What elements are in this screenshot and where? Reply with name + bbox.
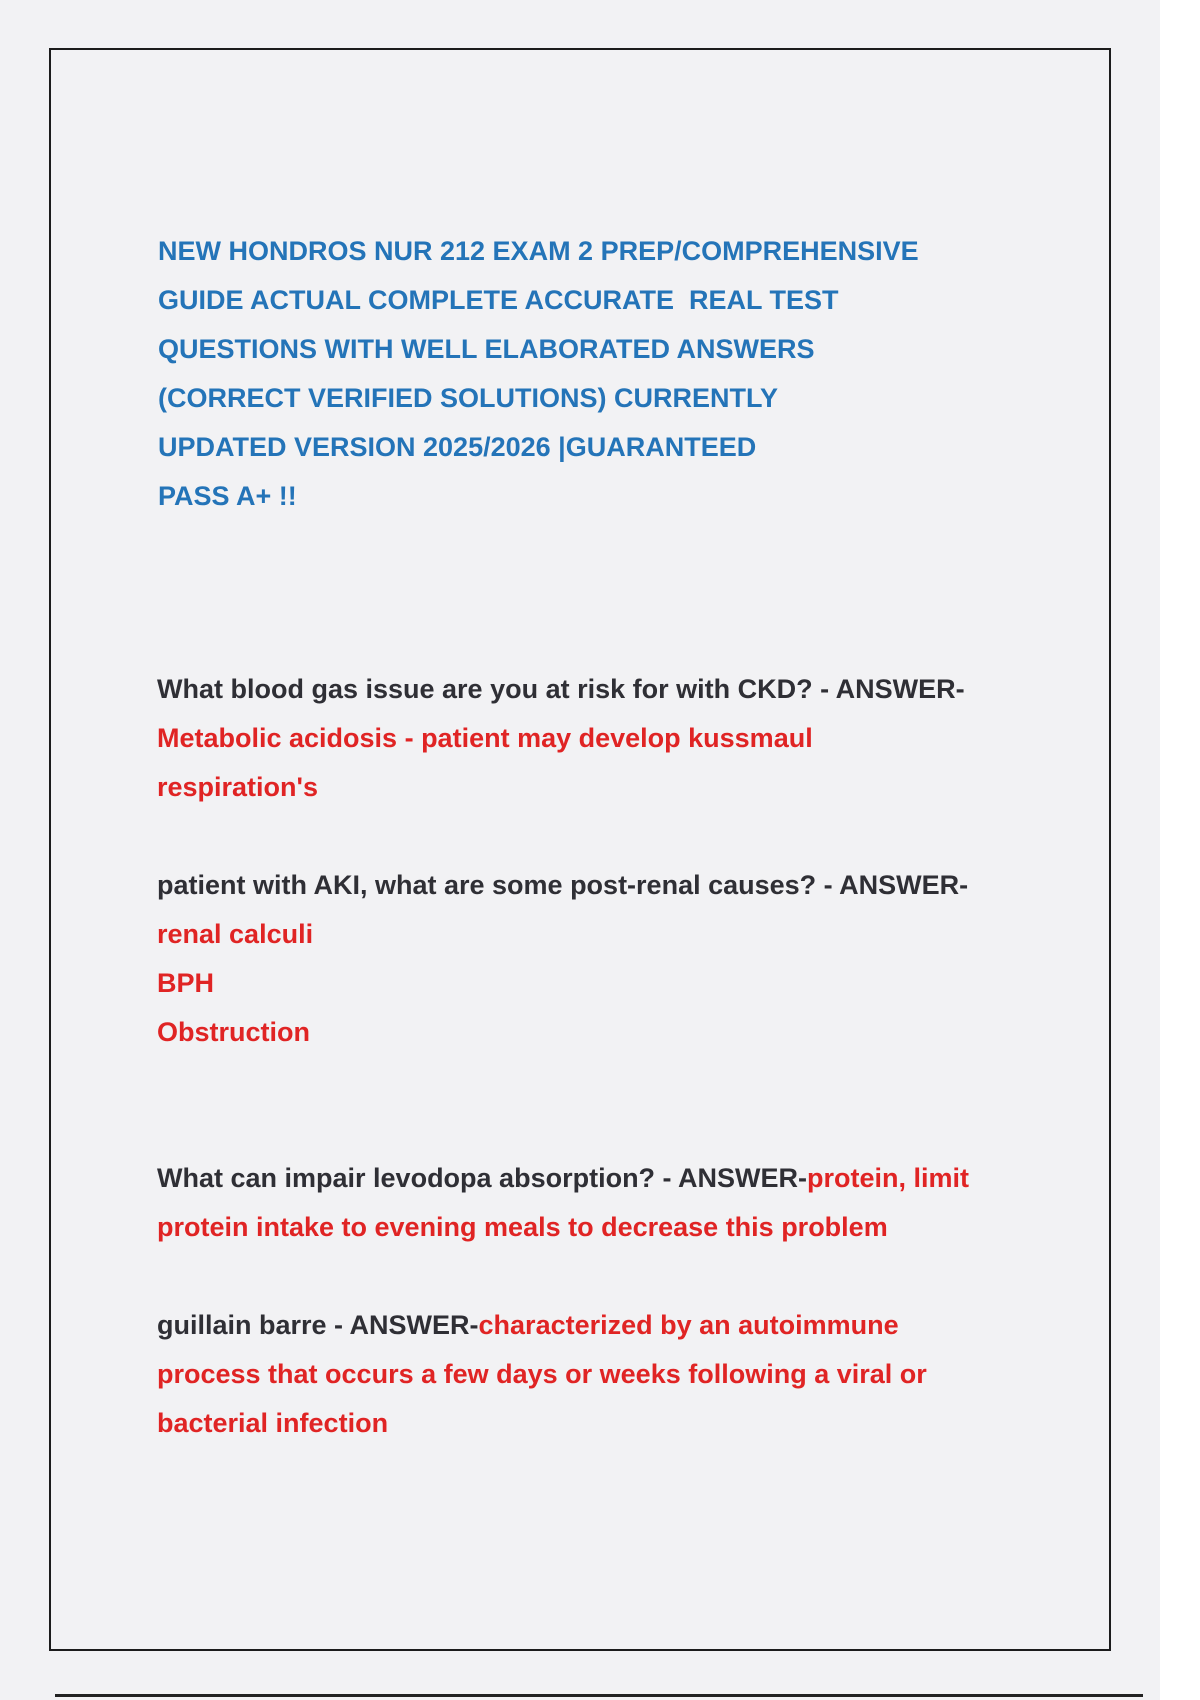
- title-line: UPDATED VERSION 2025/2026 |GUARANTEED: [158, 432, 757, 462]
- qa-item: [157, 665, 1057, 812]
- answer-text: Metabolic acidosis - patient may develop kussmaul: [157, 723, 813, 753]
- qa-item: [157, 1301, 1057, 1448]
- title-line: (CORRECT VERIFIED SOLUTIONS) CURRENTLY: [158, 383, 779, 413]
- answer-text: process that occurs a few days or weeks following a viral or: [157, 1359, 927, 1389]
- answer-text: protein, limit: [807, 1163, 970, 1193]
- title-line: QUESTIONS WITH WELL ELABORATED ANSWERS: [158, 334, 815, 364]
- question-text: patient with AKI, what are some post-renal causes? - ANSWER-: [157, 870, 969, 900]
- qa-item: [157, 861, 1057, 1057]
- answer-text: Obstruction: [157, 1017, 310, 1047]
- answer-text: BPH: [157, 968, 215, 998]
- answer-text: characterized by an autoimmune: [478, 1310, 899, 1340]
- document-title: [158, 227, 1058, 521]
- answer-text: protein intake to evening meals to decrease this problem: [157, 1212, 888, 1242]
- qa-item: [157, 1154, 1057, 1252]
- title-line: GUIDE ACTUAL COMPLETE ACCURATE REAL TEST: [158, 285, 839, 315]
- answer-text: renal calculi: [157, 919, 314, 949]
- title-line: PASS A+ !!: [158, 481, 297, 511]
- page-divider: [55, 1694, 1143, 1697]
- question-text: guillain barre - ANSWER-: [157, 1310, 479, 1340]
- answer-text: bacterial infection: [157, 1408, 389, 1438]
- question-text: What blood gas issue are you at risk for with CKD? - ANSWER-: [157, 674, 965, 704]
- page-margin-strip: [1160, 0, 1200, 1700]
- answer-text: respiration's: [157, 772, 318, 802]
- question-text: What can impair levodopa absorption? - ANSWER-: [157, 1163, 808, 1193]
- title-line: NEW HONDROS NUR 212 EXAM 2 PREP/COMPREHENSIVE: [158, 236, 919, 266]
